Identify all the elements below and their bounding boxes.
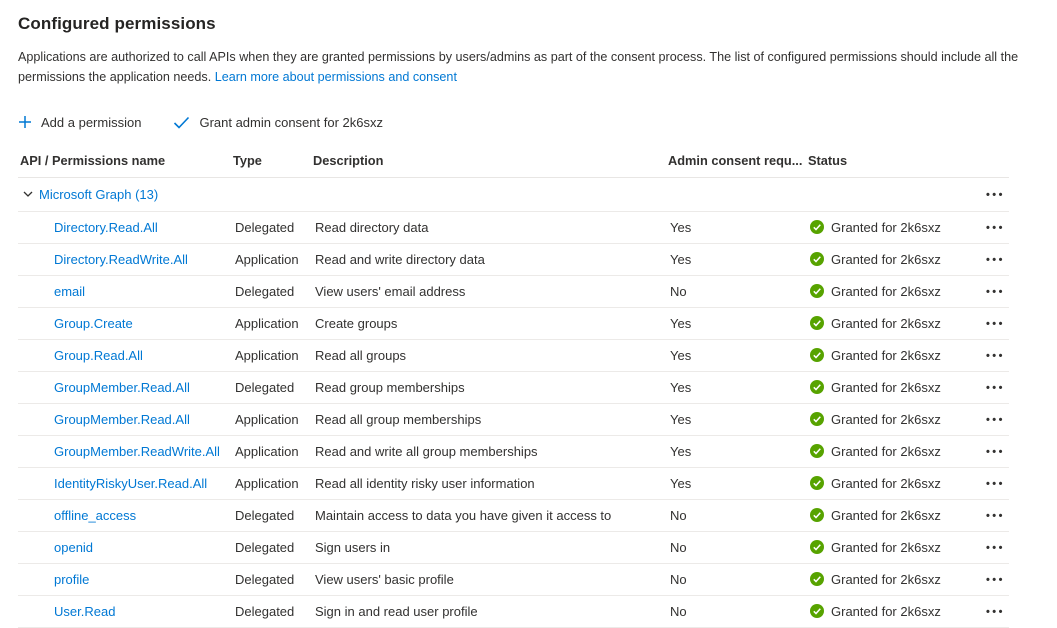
status-label: Granted for 2k6sxz (831, 507, 941, 523)
permission-type: Application (231, 435, 311, 467)
status-badge (810, 540, 972, 555)
configured-permissions-table (18, 149, 1009, 628)
admin-consent-value: Yes (666, 339, 806, 371)
status-badge (810, 252, 972, 267)
ellipsis-icon[interactable]: ••• (985, 285, 1005, 298)
add-permission-label: Add a permission (41, 114, 142, 130)
permission-description: View users' email address (311, 275, 666, 307)
permission-name-link[interactable]: openid (54, 539, 94, 555)
permission-type: Delegated (231, 563, 311, 595)
add-permission-button[interactable] (18, 115, 141, 130)
status-badge (810, 508, 972, 523)
admin-consent-value: No (666, 531, 806, 563)
header-type: Type (231, 149, 311, 178)
status-label: Granted for 2k6sxz (831, 283, 941, 299)
permission-table-row (18, 211, 1009, 243)
check-circle-icon (810, 444, 824, 458)
admin-consent-value: Yes (666, 467, 806, 499)
permission-description: Sign in and read user profile (311, 595, 666, 627)
permission-type: Application (231, 467, 311, 499)
description-text: Applications are authorized to call APIs when they are granted permissions by users/admins as part of the consent process. The list of configured permissions should include all the permissions the application needs. (18, 50, 1019, 85)
status-label: Granted for 2k6sxz (831, 603, 941, 619)
permissions-toolbar (18, 115, 1037, 130)
permission-name-link[interactable]: GroupMember.ReadWrite.All (54, 443, 220, 459)
permission-description: Read all groups (311, 339, 666, 371)
admin-consent-value: No (666, 595, 806, 627)
ellipsis-icon[interactable]: ••• (985, 221, 1005, 234)
permission-type: Application (231, 339, 311, 371)
check-circle-icon (810, 476, 824, 490)
status-badge (810, 572, 972, 587)
ellipsis-icon[interactable]: ••• (985, 477, 1005, 490)
check-circle-icon (810, 508, 824, 522)
check-icon (173, 116, 190, 129)
check-circle-icon (810, 572, 824, 586)
permission-name-link[interactable]: IdentityRiskyUser.Read.All (54, 475, 208, 491)
permission-name-link[interactable]: Group.Create (54, 315, 133, 331)
permission-name-link[interactable]: profile (54, 571, 90, 587)
admin-consent-value: Yes (666, 371, 806, 403)
check-circle-icon (810, 380, 824, 394)
permission-type: Application (231, 243, 311, 275)
permission-description: Read directory data (311, 211, 666, 243)
admin-consent-value: No (666, 275, 806, 307)
ellipsis-icon[interactable]: ••• (985, 188, 1005, 201)
permission-name-link[interactable]: Group.Read.All (54, 347, 143, 363)
plus-icon (18, 115, 32, 129)
permission-table-row (18, 435, 1009, 467)
ellipsis-icon[interactable]: ••• (985, 541, 1005, 554)
check-circle-icon (810, 540, 824, 554)
header-menu-spacer (976, 149, 1009, 178)
permission-table-row (18, 339, 1009, 371)
admin-consent-value: No (666, 499, 806, 531)
permission-table-row (18, 563, 1009, 595)
learn-more-link[interactable]: Learn more about permissions and consent (214, 70, 457, 85)
ellipsis-icon[interactable]: ••• (985, 349, 1005, 362)
status-label: Granted for 2k6sxz (831, 251, 941, 267)
permission-type: Delegated (231, 595, 311, 627)
header-admin-consent-required: Admin consent requ... (666, 149, 806, 178)
permission-description: Read all group memberships (311, 403, 666, 435)
check-circle-icon (810, 284, 824, 298)
check-circle-icon (810, 348, 824, 362)
check-circle-icon (810, 412, 824, 426)
permission-description: Sign users in (311, 531, 666, 563)
check-circle-icon (810, 604, 824, 618)
status-badge (810, 444, 972, 459)
ellipsis-icon[interactable]: ••• (985, 605, 1005, 618)
ellipsis-icon[interactable]: ••• (985, 317, 1005, 330)
status-badge (810, 380, 972, 395)
status-badge (810, 316, 972, 331)
permission-name-link[interactable]: GroupMember.Read.All (54, 379, 190, 395)
page-title: Configured permissions (18, 14, 216, 33)
permission-name-link[interactable]: offline_access (54, 507, 137, 523)
permission-type: Delegated (231, 499, 311, 531)
ellipsis-icon[interactable]: ••• (985, 445, 1005, 458)
chevron-down-icon[interactable] (22, 188, 34, 200)
api-group-link[interactable]: Microsoft Graph (13) (39, 186, 159, 202)
status-badge (810, 476, 972, 491)
permission-type: Delegated (231, 531, 311, 563)
ellipsis-icon[interactable]: ••• (985, 381, 1005, 394)
status-label: Granted for 2k6sxz (831, 571, 941, 587)
permission-type: Application (231, 403, 311, 435)
status-label: Granted for 2k6sxz (831, 219, 941, 235)
permission-name-link[interactable]: GroupMember.Read.All (54, 411, 190, 427)
permission-name-link[interactable]: User.Read (54, 603, 116, 619)
permission-description: View users' basic profile (311, 563, 666, 595)
status-label: Granted for 2k6sxz (831, 539, 941, 555)
ellipsis-icon[interactable]: ••• (985, 253, 1005, 266)
admin-consent-value: Yes (666, 211, 806, 243)
status-label: Granted for 2k6sxz (831, 475, 941, 491)
permission-description: Maintain access to data you have given it access to (311, 499, 666, 531)
check-circle-icon (810, 252, 824, 266)
header-api-permissions-name: API / Permissions name (18, 149, 231, 178)
permission-type: Application (231, 307, 311, 339)
ellipsis-icon[interactable]: ••• (985, 413, 1005, 426)
permission-table-row (18, 275, 1009, 307)
api-group-row[interactable] (18, 177, 1009, 211)
status-label: Granted for 2k6sxz (831, 315, 941, 331)
check-circle-icon (810, 316, 824, 330)
permission-table-row (18, 499, 1009, 531)
permission-type: Delegated (231, 371, 311, 403)
permission-description: Read and write all group memberships (311, 435, 666, 467)
permission-name-link[interactable]: Directory.Read.All (54, 219, 158, 235)
permission-table-row (18, 531, 1009, 563)
status-badge (810, 604, 972, 619)
grant-admin-consent-button[interactable] (173, 115, 383, 130)
status-badge (810, 220, 972, 235)
status-badge (810, 412, 972, 427)
table-body (18, 177, 1009, 627)
permission-name-link[interactable]: email (54, 283, 86, 299)
permission-description: Create groups (311, 307, 666, 339)
status-badge (810, 284, 972, 299)
grant-admin-consent-label: Grant admin consent for 2k6sxz (199, 114, 383, 130)
ellipsis-icon[interactable]: ••• (985, 509, 1005, 522)
permission-type: Delegated (231, 211, 311, 243)
status-label: Granted for 2k6sxz (831, 347, 941, 363)
admin-consent-value: No (666, 563, 806, 595)
permission-table-row (18, 371, 1009, 403)
admin-consent-value: Yes (666, 243, 806, 275)
status-badge (810, 348, 972, 363)
admin-consent-value: Yes (666, 403, 806, 435)
status-label: Granted for 2k6sxz (831, 411, 941, 427)
table-header-row (18, 149, 1009, 178)
permission-description: Read group memberships (311, 371, 666, 403)
permission-table-row (18, 243, 1009, 275)
ellipsis-icon[interactable]: ••• (985, 573, 1005, 586)
permission-type: Delegated (231, 275, 311, 307)
admin-consent-value: Yes (666, 307, 806, 339)
check-circle-icon (810, 220, 824, 234)
permission-table-row (18, 467, 1009, 499)
permission-name-link[interactable]: Directory.ReadWrite.All (54, 251, 188, 267)
status-label: Granted for 2k6sxz (831, 443, 941, 459)
status-label: Granted for 2k6sxz (831, 379, 941, 395)
permission-table-row (18, 403, 1009, 435)
section-description (18, 47, 1028, 88)
header-description: Description (311, 149, 666, 178)
permission-table-row (18, 595, 1009, 627)
permission-table-row (18, 307, 1009, 339)
header-status: Status (806, 149, 976, 178)
permission-description: Read and write directory data (311, 243, 666, 275)
permission-description: Read all identity risky user information (311, 467, 666, 499)
admin-consent-value: Yes (666, 435, 806, 467)
